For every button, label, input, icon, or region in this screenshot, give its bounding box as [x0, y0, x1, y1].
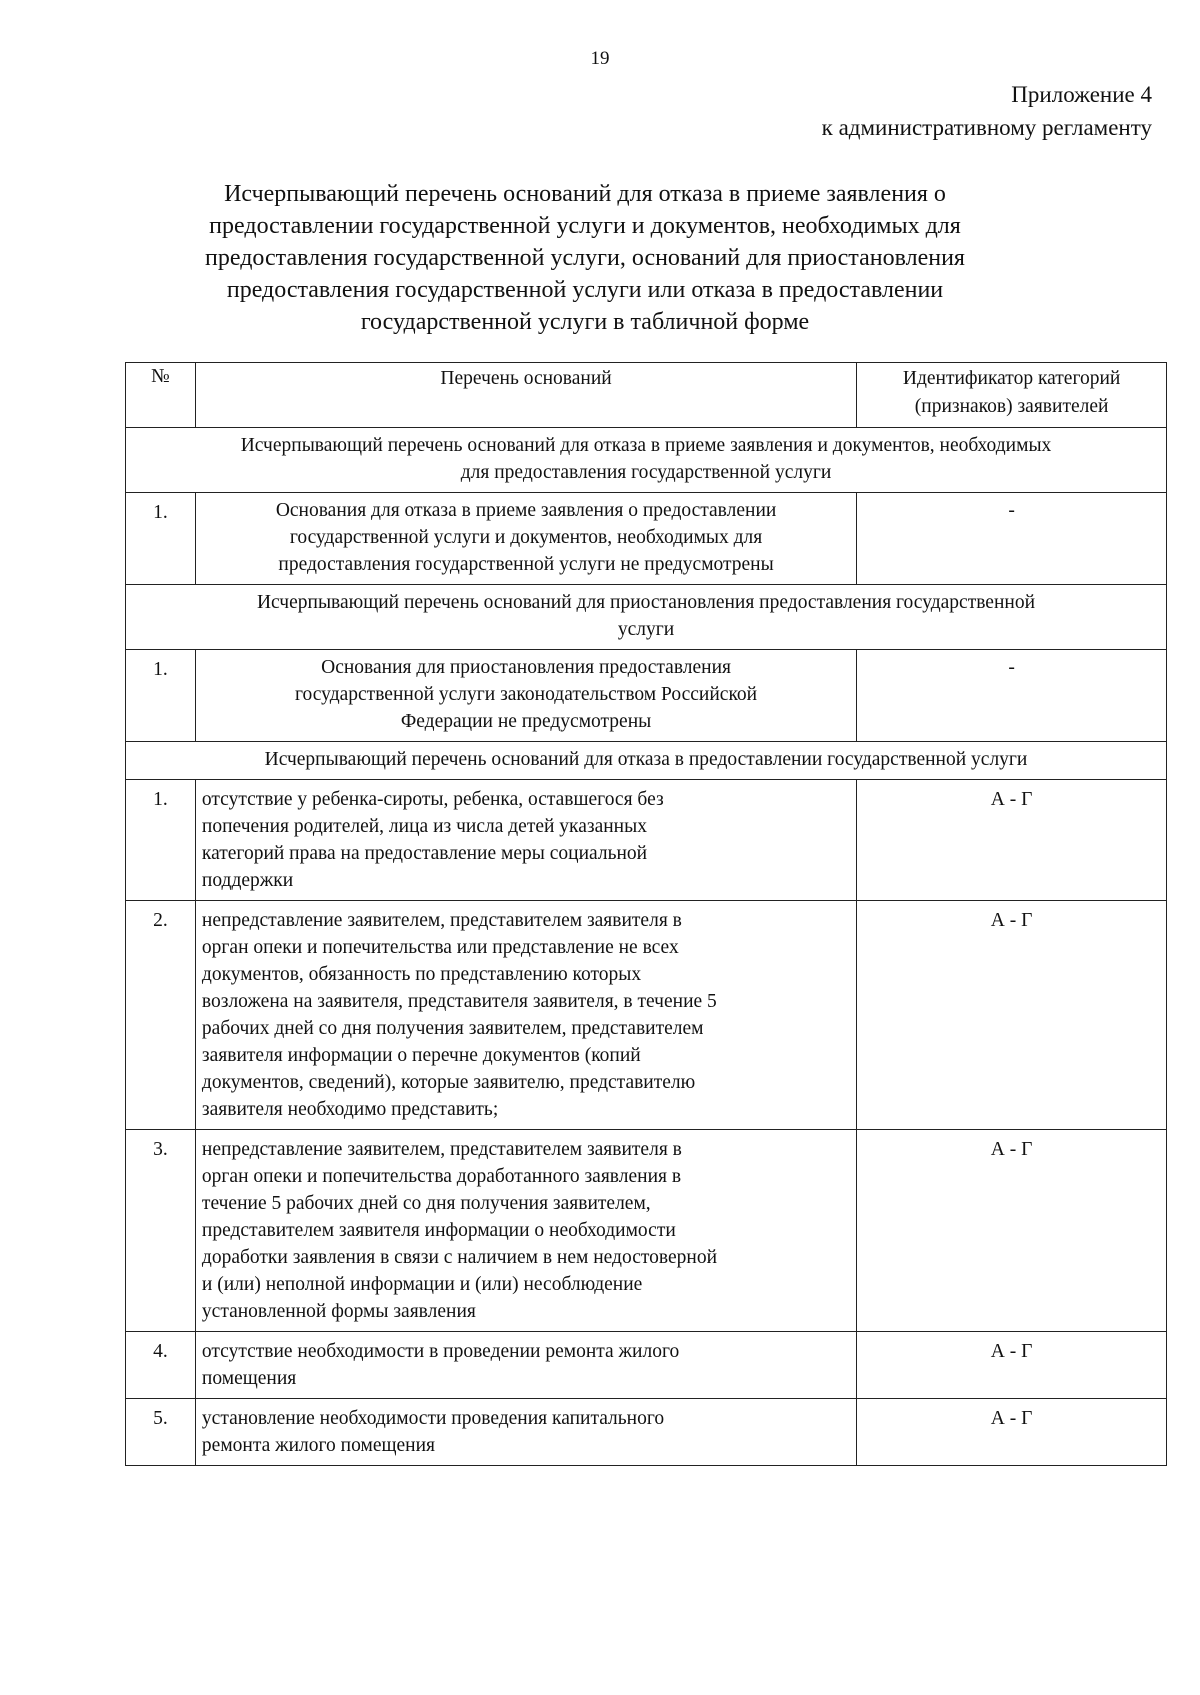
row-text-line: рабочих дней со дня получения заявителем, представителем	[201, 1018, 704, 1039]
row-number: 3.	[126, 1130, 196, 1332]
row-text	[195, 650, 856, 742]
section-title-line: услуги	[617, 619, 675, 640]
row-identifier: А - Г	[857, 901, 1167, 1130]
row-text-line: течение 5 рабочих дней со дня получения заявителем,	[201, 1193, 651, 1214]
header-identifier	[857, 363, 1167, 428]
row-text	[195, 493, 856, 585]
row-text-line: заявителя информации о перечне документов (копий	[201, 1045, 641, 1066]
appendix-line: к административному регламенту	[821, 115, 1152, 140]
row-text	[195, 1130, 856, 1332]
row-text-line: отсутствие у ребенка-сироты, ребенка, оставшегося без	[201, 789, 664, 810]
table-row	[126, 780, 1167, 901]
section-title-line: для предоставления государственной услуги	[460, 462, 832, 483]
row-number: 1.	[126, 650, 196, 742]
row-identifier: -	[857, 493, 1167, 585]
row-text-line: Основания для отказа в приеме заявления о предоставлении	[275, 500, 777, 521]
row-text-line: государственной услуги законодательством Российской	[295, 684, 758, 705]
header-identifier-line: (признаков) заявителей	[914, 396, 1109, 417]
row-identifier: -	[857, 650, 1167, 742]
grounds-table	[125, 362, 1167, 1466]
row-text-line: отсутствие необходимости в проведении ремонта жилого	[201, 1341, 680, 1362]
title-line: предоставления государственной услуги, оснований для приостановления	[205, 245, 965, 271]
row-text-line: заявителя необходимо представить;	[201, 1099, 499, 1120]
table-header-row	[126, 363, 1167, 428]
row-text-line: поддержки	[201, 870, 294, 891]
row-text-line: документов, сведений), которые заявителю, представителю	[201, 1072, 696, 1093]
row-text-line: представителем заявителя информации о необходимости	[201, 1220, 676, 1241]
section-title-line: Исчерпывающий перечень оснований для приостановления предоставления государственной	[256, 592, 1036, 613]
section-row	[126, 742, 1167, 780]
row-text	[195, 1332, 856, 1399]
row-text-line: орган опеки и попечительства или представление не всех	[201, 937, 679, 958]
table-row	[126, 901, 1167, 1130]
row-text-line: Федерации не предусмотрены	[400, 711, 652, 732]
appendix-heading	[822, 78, 1152, 144]
row-text	[195, 780, 856, 901]
table-row	[126, 1130, 1167, 1332]
row-number: 4.	[126, 1332, 196, 1399]
row-number: 2.	[126, 901, 196, 1130]
row-text-line: установленной формы заявления	[201, 1301, 476, 1322]
section-title	[126, 428, 1167, 493]
row-text	[195, 1399, 856, 1466]
title-line: предоставлении государственной услуги и документов, необходимых для	[209, 213, 961, 239]
page-number: 19	[590, 48, 610, 69]
title-line: Исчерпывающий перечень оснований для отказа в приеме заявления о	[224, 181, 946, 207]
section-title	[126, 585, 1167, 650]
row-text-line: орган опеки и попечительства доработанного заявления в	[201, 1166, 682, 1187]
row-identifier: А - Г	[857, 1332, 1167, 1399]
table-row	[126, 1332, 1167, 1399]
row-number: 5.	[126, 1399, 196, 1466]
table-row	[126, 1399, 1167, 1466]
header-grounds: Перечень оснований	[195, 363, 856, 428]
document-title	[150, 178, 1020, 338]
title-line: предоставления государственной услуги или отказа в предоставлении	[226, 277, 944, 303]
row-text-line: и (или) неполной информации и (или) несоблюдение	[201, 1274, 643, 1295]
header-number: №	[126, 363, 196, 428]
row-text-line: доработки заявления в связи с наличием в нем недостоверной	[201, 1247, 718, 1268]
row-text-line: ремонта жилого помещения	[201, 1435, 435, 1456]
row-text-line: попечения родителей, лица из числа детей указанных	[201, 816, 647, 837]
section-title: Исчерпывающий перечень оснований для отказа в предоставлении государственной услуги	[126, 742, 1167, 780]
row-number: 1.	[126, 493, 196, 585]
table-row	[126, 493, 1167, 585]
appendix-line: Приложение 4	[1011, 82, 1152, 107]
section-row	[126, 585, 1167, 650]
row-text-line: Основания для приостановления предоставления	[321, 657, 732, 678]
section-row	[126, 428, 1167, 493]
row-identifier: А - Г	[857, 1130, 1167, 1332]
table-row	[126, 650, 1167, 742]
row-identifier: А - Г	[857, 1399, 1167, 1466]
title-line: государственной услуги в табличной форме	[360, 309, 810, 335]
row-text-line: категорий права на предоставление меры социальной	[201, 843, 648, 864]
row-text-line: помещения	[201, 1368, 297, 1389]
header-identifier-line: Идентификатор категорий	[902, 368, 1121, 389]
row-text	[195, 901, 856, 1130]
row-text-line: непредставление заявителем, представителем заявителя в	[201, 910, 682, 931]
row-text-line: государственной услуги и документов, необходимых для	[289, 527, 763, 548]
row-text-line: возложена на заявителя, представителя заявителя, в течение 5	[201, 991, 717, 1012]
row-number: 1.	[126, 780, 196, 901]
section-title-line: Исчерпывающий перечень оснований для отказа в приеме заявления и документов, необходимых	[240, 435, 1052, 456]
row-text-line: документов, обязанность по представлению которых	[201, 964, 642, 985]
row-text-line: предоставления государственной услуги не предусмотрены	[278, 554, 774, 575]
row-text-line: непредставление заявителем, представителем заявителя в	[201, 1139, 682, 1160]
row-text-line: установление необходимости проведения капитального	[201, 1408, 665, 1429]
row-identifier: А - Г	[857, 780, 1167, 901]
